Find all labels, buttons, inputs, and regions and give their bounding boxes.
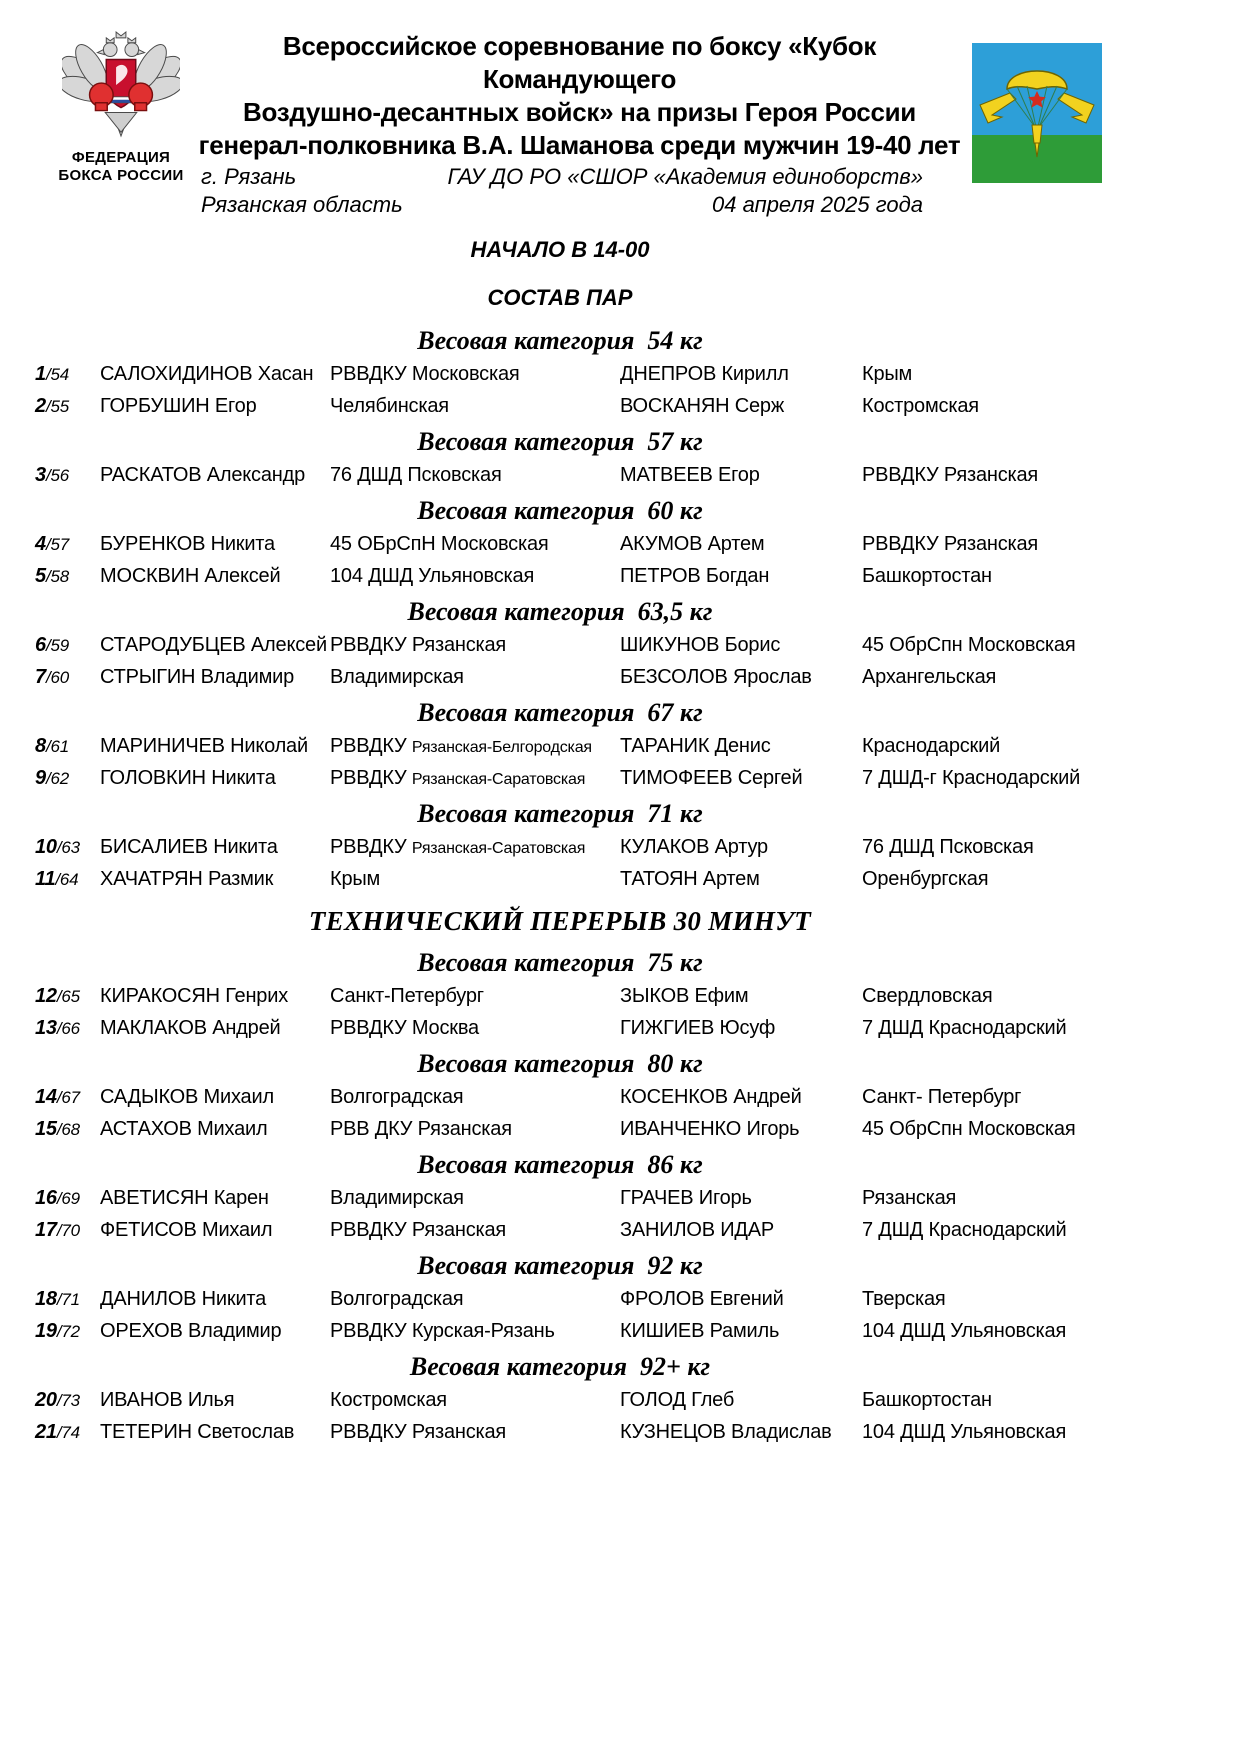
start-notice: НАЧАЛО В 14-00 (470, 237, 650, 262)
bout-number: 4 (35, 533, 46, 555)
bout-number-cell (35, 981, 100, 1013)
weight-category-section (0, 947, 1120, 1045)
venue-region: Рязанская область (201, 192, 403, 217)
bout-draw-number: /65 (56, 987, 80, 1006)
category-heading: Весовая категория 57 кг (417, 427, 703, 456)
red-corner-name: АВЕТИСЯН Карен (100, 1187, 269, 1209)
red-corner-team-cell (330, 561, 620, 593)
section-rows (0, 359, 1120, 423)
category-heading: Весовая категория 63,5 кг (407, 597, 713, 626)
red-corner-team: РВВДКУ (330, 767, 407, 789)
category-heading: Весовая категория 92+ кг (409, 1352, 711, 1381)
bout-draw-number: /68 (56, 1120, 80, 1139)
red-corner-name: БУРЕНКОВ Никита (100, 533, 275, 555)
blue-corner-name: ЗАНИЛОВ ИДАР (620, 1219, 775, 1241)
blue-corner-name: КУЛАКОВ Артур (620, 836, 768, 858)
category-heading: Весовая категория 71 кг (417, 799, 703, 828)
bout-number: 16 (35, 1187, 57, 1209)
bout-draw-number: /57 (45, 535, 69, 554)
red-corner-name: РАСКАТОВ Александр (100, 464, 306, 486)
bout-number: 14 (35, 1086, 57, 1108)
red-corner-name: ГОЛОВКИН Никита (100, 767, 276, 789)
federation-logo-block (55, 30, 187, 185)
red-corner-team: РВВДКУ Курская-Рязань (330, 1320, 555, 1342)
weight-category-section (0, 1048, 1120, 1146)
section-rows (0, 1183, 1120, 1247)
red-corner-team-cell (330, 391, 620, 423)
bout-row (0, 1284, 1120, 1316)
weight-category-section (0, 1250, 1120, 1348)
red-corner-team: РВВДКУ Рязанская (330, 1421, 507, 1443)
bout-row (0, 1215, 1120, 1247)
red-corner-team: РВВДКУ Рязанская (330, 1219, 507, 1241)
bout-draw-number: /66 (56, 1019, 80, 1038)
red-corner-team: РВВДКУ Рязанская (330, 634, 507, 656)
bout-number: 10 (35, 836, 57, 858)
bout-row (0, 1316, 1120, 1348)
red-corner-team-cell (330, 1385, 620, 1417)
bout-row (0, 981, 1120, 1013)
red-corner-team: Санкт-Петербург (330, 985, 484, 1007)
blue-corner-name: ГИЖГИЕВ Юсуф (620, 1017, 776, 1039)
bout-number: 13 (35, 1017, 57, 1039)
section-rows (0, 832, 1120, 896)
category-heading: Весовая категория 60 кг (417, 496, 703, 525)
federation-caption-line2: БОКСА РОССИИ (58, 167, 184, 184)
blue-corner-team: 45 ОбрСпн Московская (862, 1118, 1076, 1140)
bout-row (0, 1183, 1120, 1215)
red-corner-team-cell (330, 460, 620, 492)
bout-number: 21 (35, 1421, 57, 1443)
red-corner-team-cell (330, 763, 620, 795)
category-heading: Весовая категория 67 кг (417, 698, 703, 727)
bout-row (0, 1385, 1120, 1417)
bout-row (0, 391, 1120, 423)
blue-corner-name: АКУМОВ Артем (620, 533, 765, 555)
bout-number: 3 (35, 464, 46, 486)
bout-number-cell (35, 1082, 100, 1114)
sections-container (0, 325, 1120, 1449)
bout-row (0, 630, 1120, 662)
red-corner-team: РВВДКУ Московская (330, 363, 520, 385)
bout-draw-number: /70 (56, 1221, 80, 1240)
red-corner-team-cell (330, 630, 620, 662)
red-corner-team-cell (330, 864, 620, 896)
red-corner-name: БИСАЛИЕВ Никита (100, 836, 278, 858)
blue-corner-name: ТАРАНИК Денис (620, 735, 771, 757)
bout-sheet-content (0, 234, 1120, 1449)
bout-number-cell (35, 1215, 100, 1247)
blue-corner-team: Рязанская (862, 1187, 957, 1209)
bout-number-cell (35, 1284, 100, 1316)
category-heading: Весовая категория 86 кг (417, 1150, 703, 1179)
blue-corner-name: ФРОЛОВ Евгений (620, 1288, 784, 1310)
bout-draw-number: /54 (45, 365, 69, 384)
bout-number-cell (35, 1385, 100, 1417)
blue-corner-team: РВВДКУ Рязанская (862, 464, 1039, 486)
bout-number-cell (35, 1013, 100, 1045)
bout-row (0, 832, 1120, 864)
document-header (0, 30, 1241, 218)
bout-number: 9 (35, 767, 46, 789)
bout-number: 15 (35, 1118, 57, 1140)
bout-row (0, 662, 1120, 694)
blue-corner-name: ВОСКАНЯН Серж (620, 395, 785, 417)
blue-corner-team: 104 ДШД Ульяновская (862, 1421, 1067, 1443)
vdv-airborne-flag-icon (972, 170, 1102, 187)
red-corner-name: КИРАКОСЯН Генрих (100, 985, 288, 1007)
bout-number-cell (35, 359, 100, 391)
section-rows (0, 1385, 1120, 1449)
red-corner-team: 76 ДШД Псковская (330, 464, 502, 486)
red-corner-name: ТЕТЕРИН Светослав (100, 1421, 295, 1443)
blue-corner-name: ГРАЧЕВ Игорь (620, 1187, 752, 1209)
blue-corner-name: КОСЕНКОВ Андрей (620, 1086, 802, 1108)
blue-corner-team: Костромская (862, 395, 979, 417)
bout-number: 18 (35, 1288, 57, 1310)
section-rows (0, 630, 1120, 694)
bout-number: 5 (35, 565, 46, 587)
bout-draw-number: /59 (45, 636, 69, 655)
federation-caption-line1: ФЕДЕРАЦИЯ (71, 149, 171, 166)
red-corner-team-cell (330, 832, 620, 864)
bout-draw-number: /60 (45, 668, 69, 687)
blue-corner-name: ГОЛОД Глеб (620, 1389, 735, 1411)
red-corner-team-cell (330, 529, 620, 561)
bout-number-cell (35, 662, 100, 694)
boxing-federation-eagle-icon (62, 129, 180, 146)
red-corner-name: АСТАХОВ Михаил (100, 1118, 268, 1140)
bout-row (0, 1114, 1120, 1146)
bout-number-cell (35, 630, 100, 662)
bout-draw-number: /58 (45, 567, 69, 586)
red-corner-team-note: Рязанская-Белгородская (411, 739, 592, 756)
blue-corner-name: ШИКУНОВ Борис (620, 634, 781, 656)
bout-number-cell (35, 731, 100, 763)
red-corner-team-cell (330, 1013, 620, 1045)
bout-number: 12 (35, 985, 57, 1007)
bout-draw-number: /71 (56, 1290, 80, 1309)
red-corner-team: РВВ ДКУ Рязанская (330, 1118, 512, 1140)
blue-corner-team: 7 ДШД Краснодарский (862, 1017, 1067, 1039)
blue-corner-team: Краснодарский (862, 735, 1001, 757)
bout-row (0, 529, 1120, 561)
bout-draw-number: /62 (45, 769, 69, 788)
red-corner-team: Костромская (330, 1389, 447, 1411)
bout-row (0, 561, 1120, 593)
blue-corner-name: МАТВЕЕВ Егор (620, 464, 760, 486)
section-rows (0, 981, 1120, 1045)
blue-corner-team: 76 ДШД Псковская (862, 836, 1034, 858)
bout-number-cell (35, 832, 100, 864)
red-corner-team: РВВДКУ (330, 836, 407, 858)
weight-category-section (0, 495, 1120, 593)
red-corner-team: Волгоградская (330, 1086, 464, 1108)
red-corner-name: МАРИНИЧЕВ Николай (100, 735, 308, 757)
red-corner-team-cell (330, 359, 620, 391)
red-corner-team-cell (330, 1284, 620, 1316)
blue-corner-team: Башкортостан (862, 565, 992, 587)
blue-corner-name: ДНЕПРОВ Кирилл (620, 363, 789, 385)
bout-number-cell (35, 763, 100, 795)
bout-row (0, 1082, 1120, 1114)
title-line-1: Всероссийское соревнование по боксу «Кубок Командующего (282, 31, 877, 94)
bout-number: 19 (35, 1320, 57, 1342)
bout-draw-number: /69 (56, 1189, 80, 1208)
venue-city: г. Рязань (201, 164, 297, 189)
weight-category-section (0, 1149, 1120, 1247)
blue-corner-name: КУЗНЕЦОВ Владислав (620, 1421, 832, 1443)
bout-number-cell (35, 1183, 100, 1215)
bout-number: 7 (35, 666, 46, 688)
bout-number: 11 (35, 868, 56, 890)
blue-corner-team: Оренбургская (862, 868, 989, 890)
red-corner-team: РВВДКУ (330, 735, 407, 757)
category-heading: Весовая категория 80 кг (417, 1049, 703, 1078)
red-corner-team-cell (330, 1183, 620, 1215)
red-corner-name: СТРЫГИН Владимир (100, 666, 295, 688)
title-line-3: генерал-полковника В.А. Шаманова среди мужчин 19-40 лет (198, 130, 961, 160)
section-rows (0, 529, 1120, 593)
category-heading: Весовая категория 92 кг (417, 1251, 703, 1280)
weight-category-section (0, 596, 1120, 694)
red-corner-team-cell (330, 1316, 620, 1348)
blue-corner-name: ПЕТРОВ Богдан (620, 565, 770, 587)
bout-draw-number: /64 (55, 870, 79, 889)
red-corner-team: Челябинская (330, 395, 449, 417)
bout-number: 6 (35, 634, 46, 656)
bout-number-cell (35, 864, 100, 896)
header-center (187, 30, 972, 218)
bout-row (0, 1417, 1120, 1449)
red-corner-name: МАКЛАКОВ Андрей (100, 1017, 281, 1039)
blue-corner-team: 7 ДШД Краснодарский (862, 1219, 1067, 1241)
red-corner-team-cell (330, 1417, 620, 1449)
red-corner-team: Владимирская (330, 666, 464, 688)
blue-corner-team: Санкт- Петербург (862, 1086, 1022, 1108)
red-corner-name: МОСКВИН Алексей (100, 565, 281, 587)
bout-draw-number: /73 (56, 1391, 80, 1410)
red-corner-team: РВВДКУ Москва (330, 1017, 479, 1039)
blue-corner-team: 7 ДШД-г Краснодарский (862, 767, 1081, 789)
section-rows (0, 460, 1120, 492)
red-corner-team-cell (330, 662, 620, 694)
bout-row (0, 864, 1120, 896)
weight-category-section (0, 798, 1120, 896)
red-corner-name: СТАРОДУБЦЕВ Алексей (100, 634, 327, 656)
weight-category-section (0, 325, 1120, 423)
bout-draw-number: /56 (45, 466, 69, 485)
vdv-flag-block (972, 43, 1102, 188)
section-rows (0, 1284, 1120, 1348)
blue-corner-team: 45 ОбрСпн Московская (862, 634, 1076, 656)
bout-number-cell (35, 561, 100, 593)
bout-draw-number: /55 (45, 397, 69, 416)
bout-draw-number: /72 (56, 1322, 80, 1341)
blue-corner-name: КИШИЕВ Рамиль (620, 1320, 780, 1342)
red-corner-name: ХАЧАТРЯН Размик (100, 868, 274, 890)
red-corner-team-cell (330, 981, 620, 1013)
venue-organization: ГАУ ДО РО «СШОР «Академия единоборств» (447, 164, 923, 189)
red-corner-team-cell (330, 1114, 620, 1146)
red-corner-team-cell (330, 1215, 620, 1247)
blue-corner-name: ЗЫКОВ Ефим (620, 985, 749, 1007)
title-line-2: Воздушно-десантных войск» на призы Героя России (242, 97, 916, 127)
red-corner-team-cell (330, 1082, 620, 1114)
bout-number: 20 (35, 1389, 57, 1411)
bout-number: 1 (35, 363, 46, 385)
red-corner-team-cell (330, 731, 620, 763)
bout-number-cell (35, 460, 100, 492)
section-rows (0, 731, 1120, 795)
red-corner-team: Владимирская (330, 1187, 464, 1209)
red-corner-team-note: Рязанская-Саратовская (411, 771, 586, 788)
red-corner-team: Крым (330, 868, 381, 890)
red-corner-team: 104 ДШД Ульяновская (330, 565, 535, 587)
bout-number: 2 (35, 395, 46, 417)
blue-corner-name: ИВАНЧЕНКО Игорь (620, 1118, 800, 1140)
blue-corner-team: Архангельская (862, 666, 997, 688)
bout-draw-number: /61 (45, 737, 69, 756)
blue-corner-team: 104 ДШД Ульяновская (862, 1320, 1067, 1342)
red-corner-name: ОРЕХОВ Владимир (100, 1320, 282, 1342)
bout-draw-number: /74 (56, 1423, 80, 1442)
blue-corner-team: РВВДКУ Рязанская (862, 533, 1039, 555)
weight-category-section (0, 426, 1120, 492)
blue-corner-name: ТИМОФЕЕВ Сергей (620, 767, 803, 789)
bout-number-cell (35, 391, 100, 423)
blue-corner-name: БЕЗСОЛОВ Ярослав (620, 666, 812, 688)
bout-row (0, 1013, 1120, 1045)
bout-number: 8 (35, 735, 46, 757)
blue-corner-team: Башкортостан (862, 1389, 992, 1411)
section-rows (0, 1082, 1120, 1146)
red-corner-name: САДЫКОВ Михаил (100, 1086, 274, 1108)
red-corner-team-note: Рязанская-Саратовская (411, 840, 586, 857)
break-notice: ТЕХНИЧЕСКИЙ ПЕРЕРЫВ 30 МИНУТ (308, 906, 812, 936)
weight-category-section (0, 1351, 1120, 1449)
bout-number: 17 (35, 1219, 57, 1241)
venue-date: 04 апреля 2025 года (712, 192, 923, 217)
bout-row (0, 359, 1120, 391)
bout-number-cell (35, 1417, 100, 1449)
category-heading: Весовая категория 54 кг (417, 326, 703, 355)
bout-draw-number: /63 (56, 838, 80, 857)
bout-number-cell (35, 1316, 100, 1348)
weight-category-section (0, 697, 1120, 795)
blue-corner-team: Тверская (862, 1288, 946, 1310)
red-corner-name: ФЕТИСОВ Михаил (100, 1219, 273, 1241)
bout-row (0, 731, 1120, 763)
red-corner-name: САЛОХИДИНОВ Хасан (100, 363, 314, 385)
bout-row (0, 763, 1120, 795)
blue-corner-team: Свердловская (862, 985, 993, 1007)
bout-number-cell (35, 529, 100, 561)
bout-row (0, 460, 1120, 492)
red-corner-team: 45 ОБрСпН Московская (330, 533, 549, 555)
blue-corner-team: Крым (862, 363, 913, 385)
bout-draw-number: /67 (56, 1088, 80, 1107)
bout-number-cell (35, 1114, 100, 1146)
blue-corner-name: ТАТОЯН Артем (620, 868, 760, 890)
red-corner-name: ГОРБУШИН Егор (100, 395, 257, 417)
pairs-heading: СОСТАВ ПАР (487, 285, 633, 310)
category-heading: Весовая категория 75 кг (417, 948, 703, 977)
red-corner-team: Волгоградская (330, 1288, 464, 1310)
red-corner-name: ИВАНОВ Илья (100, 1389, 235, 1411)
red-corner-name: ДАНИЛОВ Никита (100, 1288, 267, 1310)
